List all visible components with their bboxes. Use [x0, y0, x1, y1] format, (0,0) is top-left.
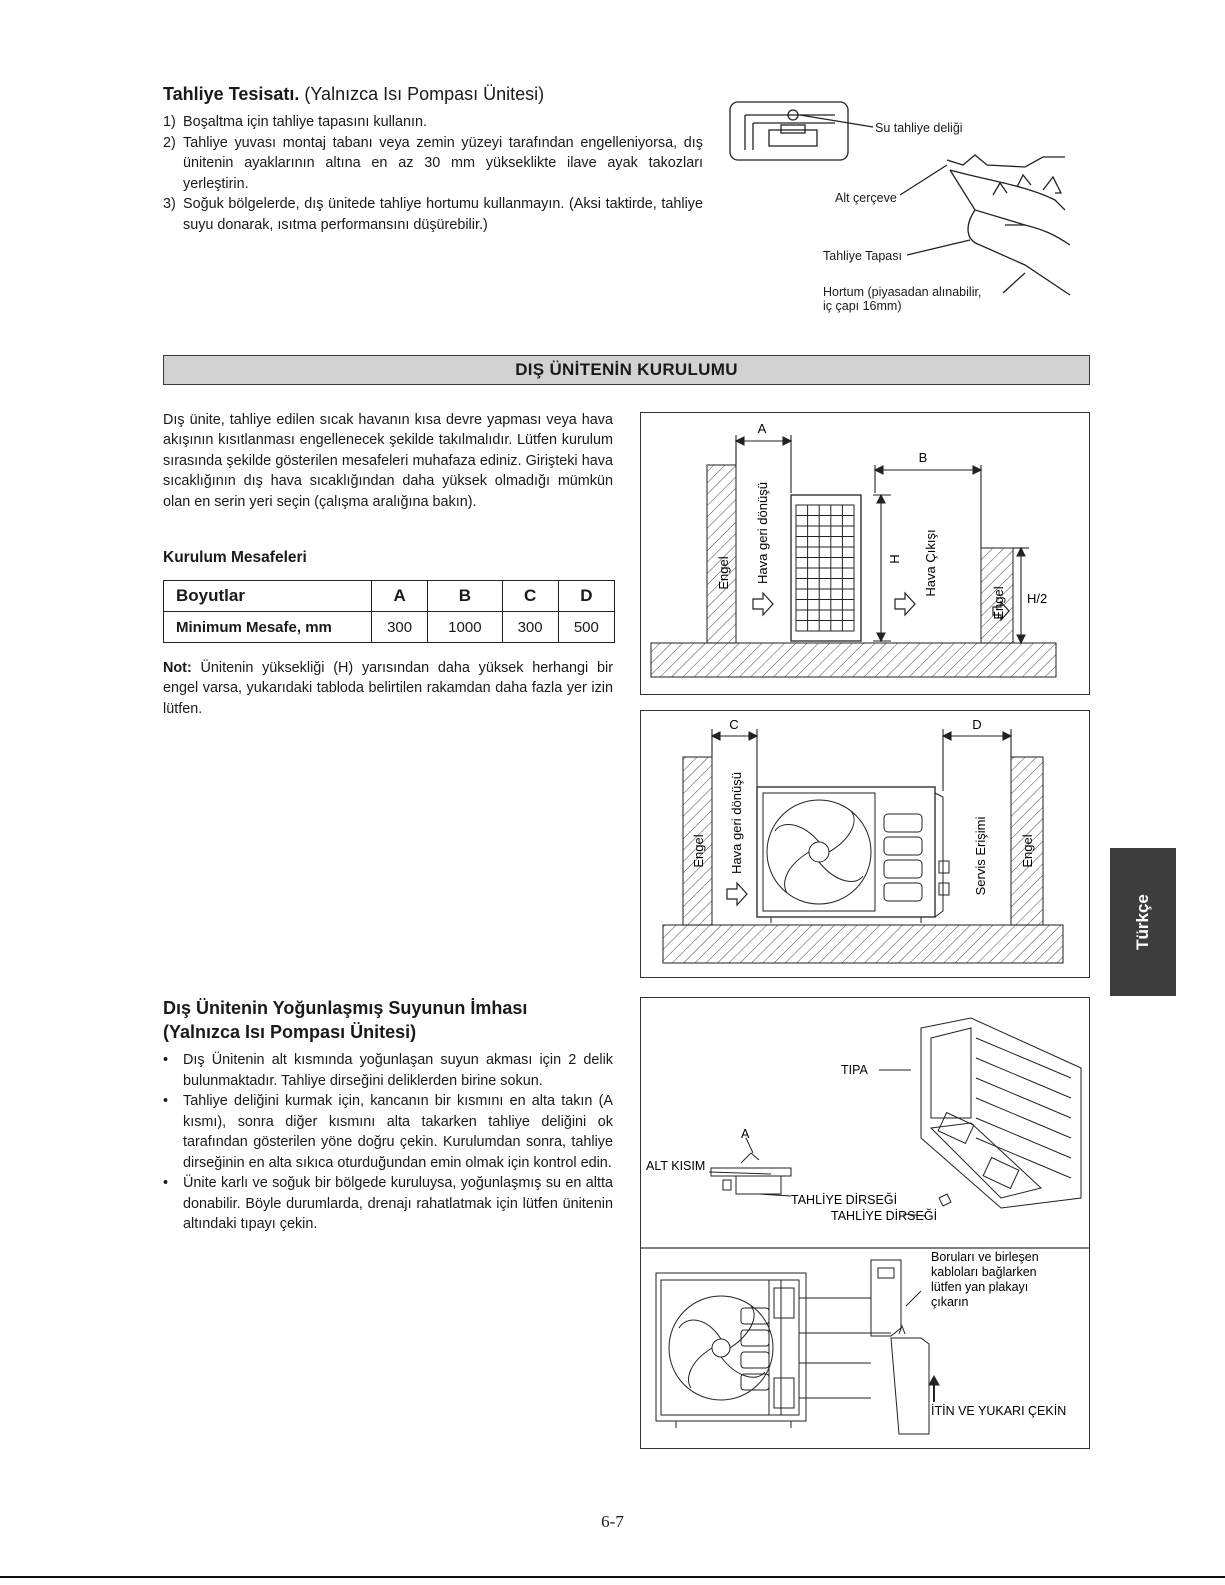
note-text: Ünitenin yüksekliği (H) yarısından daha yüksek herhangi bir engel varsa, yukarıdaki tabloda belirtilen rakamdan daha fazla yer izin lütfen. — [163, 660, 613, 717]
table-cell: 300 — [372, 612, 428, 643]
label-tipa: TIPA — [841, 1063, 868, 1077]
list-item: • Dış Ünitenin alt kısmında yoğunlaşan suyun akması için 2 delik bulunmaktadır. Tahliye dirseğini deliklerden birine sokun. — [163, 1052, 613, 1089]
table-col-d: D — [558, 581, 614, 612]
drain-title-rest: (Yalnızca Isı Pompası Ünitesi) — [299, 84, 545, 104]
label-drain-hole: Su tahliye deliği — [875, 121, 963, 135]
condensate-bullets — [163, 1050, 613, 1235]
drain-steps — [163, 112, 703, 235]
left-wall — [707, 465, 736, 643]
label-air-return: Hava geri dönüşü — [755, 482, 770, 584]
dim-a-label: A — [757, 421, 767, 436]
list-item: • Tahliye deliğini kurmak için, kancanın bir kısmını en alta takın (A kısmı), sonra diğer kısmını alta takarken tahliye deliğini ok tarafından gösterilen yöne doğru çekin. Kurulumdan sonra, tahliye dirseğinin en alta sıkıca oturduğundan emin olmak için kontrol edin. — [163, 1093, 613, 1171]
label-plate-line1: Boruları ve birleşen — [931, 1250, 1039, 1264]
drain-title-bold: Tahliye Tesisatı. — [163, 84, 300, 104]
drain-plug-figure — [725, 95, 1095, 325]
table-row-label: Minimum Mesafe, mm — [164, 612, 372, 643]
bottom-rule — [0, 1576, 1225, 1578]
condensate-title — [163, 996, 623, 1044]
ground-hatch — [651, 643, 1056, 677]
label-bottom-part: ALT KISIM — [646, 1159, 706, 1173]
drain-hole-box — [730, 102, 848, 160]
drain-step: 1) Boşaltma için tahliye tapasını kullanın. — [163, 114, 427, 130]
label-drain-elbow-1: TAHLİYE DİRSEĞİ — [791, 1193, 898, 1207]
language-tab — [1110, 848, 1176, 996]
table-col-b: B — [428, 581, 502, 612]
label-obstacle-right: Engel — [991, 586, 1006, 620]
table-row — [164, 581, 615, 612]
note-label: Not: — [163, 660, 192, 676]
label-obstacle-left: Engel — [716, 556, 731, 590]
clearance-table — [163, 580, 615, 643]
table-cell: 300 — [502, 612, 558, 643]
label-hose-line1: Hortum (piyasadan alınabilir, — [823, 285, 982, 299]
drain-title — [163, 84, 544, 105]
section-banner: DIŞ ÜNİTENİN KURULUMU — [163, 355, 1090, 385]
label-plate-line3: lütfen yan plakayı — [931, 1280, 1029, 1294]
label-plate-line2: kabloları bağlarken — [931, 1265, 1037, 1279]
intro-paragraph: Dış ünite, tahliye edilen sıcak havanın kısa devre yapması veya hava akışının kısıtlanması engellenecek şekilde takılmalıdır. Lütfen kurulum sırasında şekilde gösterilen mesafeleri muhafaza ediniz. Girişteki hava sıcaklığının dış hava sıcaklığından daha yüksek olmadığı mümkün olan en serin yeri seçin (çalışma aralığına bakın). — [163, 412, 613, 510]
dim-d-label: D — [972, 717, 982, 732]
label-hose-line2: iç çapı 16mm) — [823, 299, 902, 313]
table-header-label: Boyutlar — [164, 581, 372, 612]
label-plate-line4: çıkarın — [931, 1295, 969, 1309]
dim-b-label: B — [918, 450, 928, 465]
clearances-heading: Kurulum Mesafeleri — [163, 549, 307, 566]
dim-h-label: H — [887, 554, 902, 564]
label-push-pull-up: İTİN VE YUKARI ÇEKİN — [931, 1404, 1067, 1418]
label-service-access: Servis Erişimi — [973, 816, 988, 896]
label-part-a: A — [741, 1127, 750, 1141]
table-col-c: C — [502, 581, 558, 612]
label-air-outlet: Hava Çıkışı — [923, 529, 938, 597]
label-drain-elbow-2: TAHLİYE DİRSEĞİ — [831, 1209, 938, 1223]
drain-step: 3) Soğuk bölgelerde, dış ünitede tahliye hortumu kullanmayın. (Aksi taktirde, tahliye suyu donarak, ısıtma performansını düşürebilir.) — [163, 196, 703, 233]
label-drain-plug: Tahliye Tapası — [823, 249, 902, 263]
page-number: 6-7 — [601, 1512, 624, 1531]
label-obstacle-left: Engel — [691, 834, 706, 868]
ground-hatch — [663, 925, 1063, 963]
condensate-title-line2: (Yalnızca Isı Pompası Ünitesi) — [163, 1022, 417, 1042]
list-item: • Ünite karlı ve soğuk bir bölgede kuruluysa, yoğunlaşmış su en altta donabilir. Böyle durumlarda, drenajı rahatlatmak için lütfen ünitenin altındaki tıpayı çekin. — [163, 1175, 613, 1232]
note-paragraph — [163, 658, 613, 719]
drain-step: 2) Tahliye yuvası montaj tabanı veya zemin yüzeyi tarafından engelleniyorsa, dış ünitenin ayaklarının altına en az 30 mm yükseklikte ilave ayak takozları yerleştirin. — [163, 134, 703, 192]
condensate-title-line1: Dış Ünitenin Yoğunlaşmış Suyunun İmhası — [163, 998, 528, 1018]
side-clearance-figure — [640, 412, 1090, 695]
outdoor-unit-front — [757, 787, 935, 917]
front-clearance-figure — [640, 710, 1090, 978]
drain-elbow-figure — [640, 997, 1090, 1449]
label-bottom-frame: Alt çerçeve — [835, 191, 897, 205]
table-cell: 500 — [558, 612, 614, 643]
language-tab-label: Türkçe — [1133, 894, 1152, 950]
dim-c-label: C — [729, 717, 739, 732]
table-col-a: A — [372, 581, 428, 612]
label-air-return: Hava geri dönüşü — [729, 772, 744, 874]
dim-h2-label: H/2 — [1027, 591, 1048, 606]
table-cell: 1000 — [428, 612, 502, 643]
label-obstacle-right: Engel — [1020, 834, 1035, 868]
table-row — [164, 612, 615, 643]
